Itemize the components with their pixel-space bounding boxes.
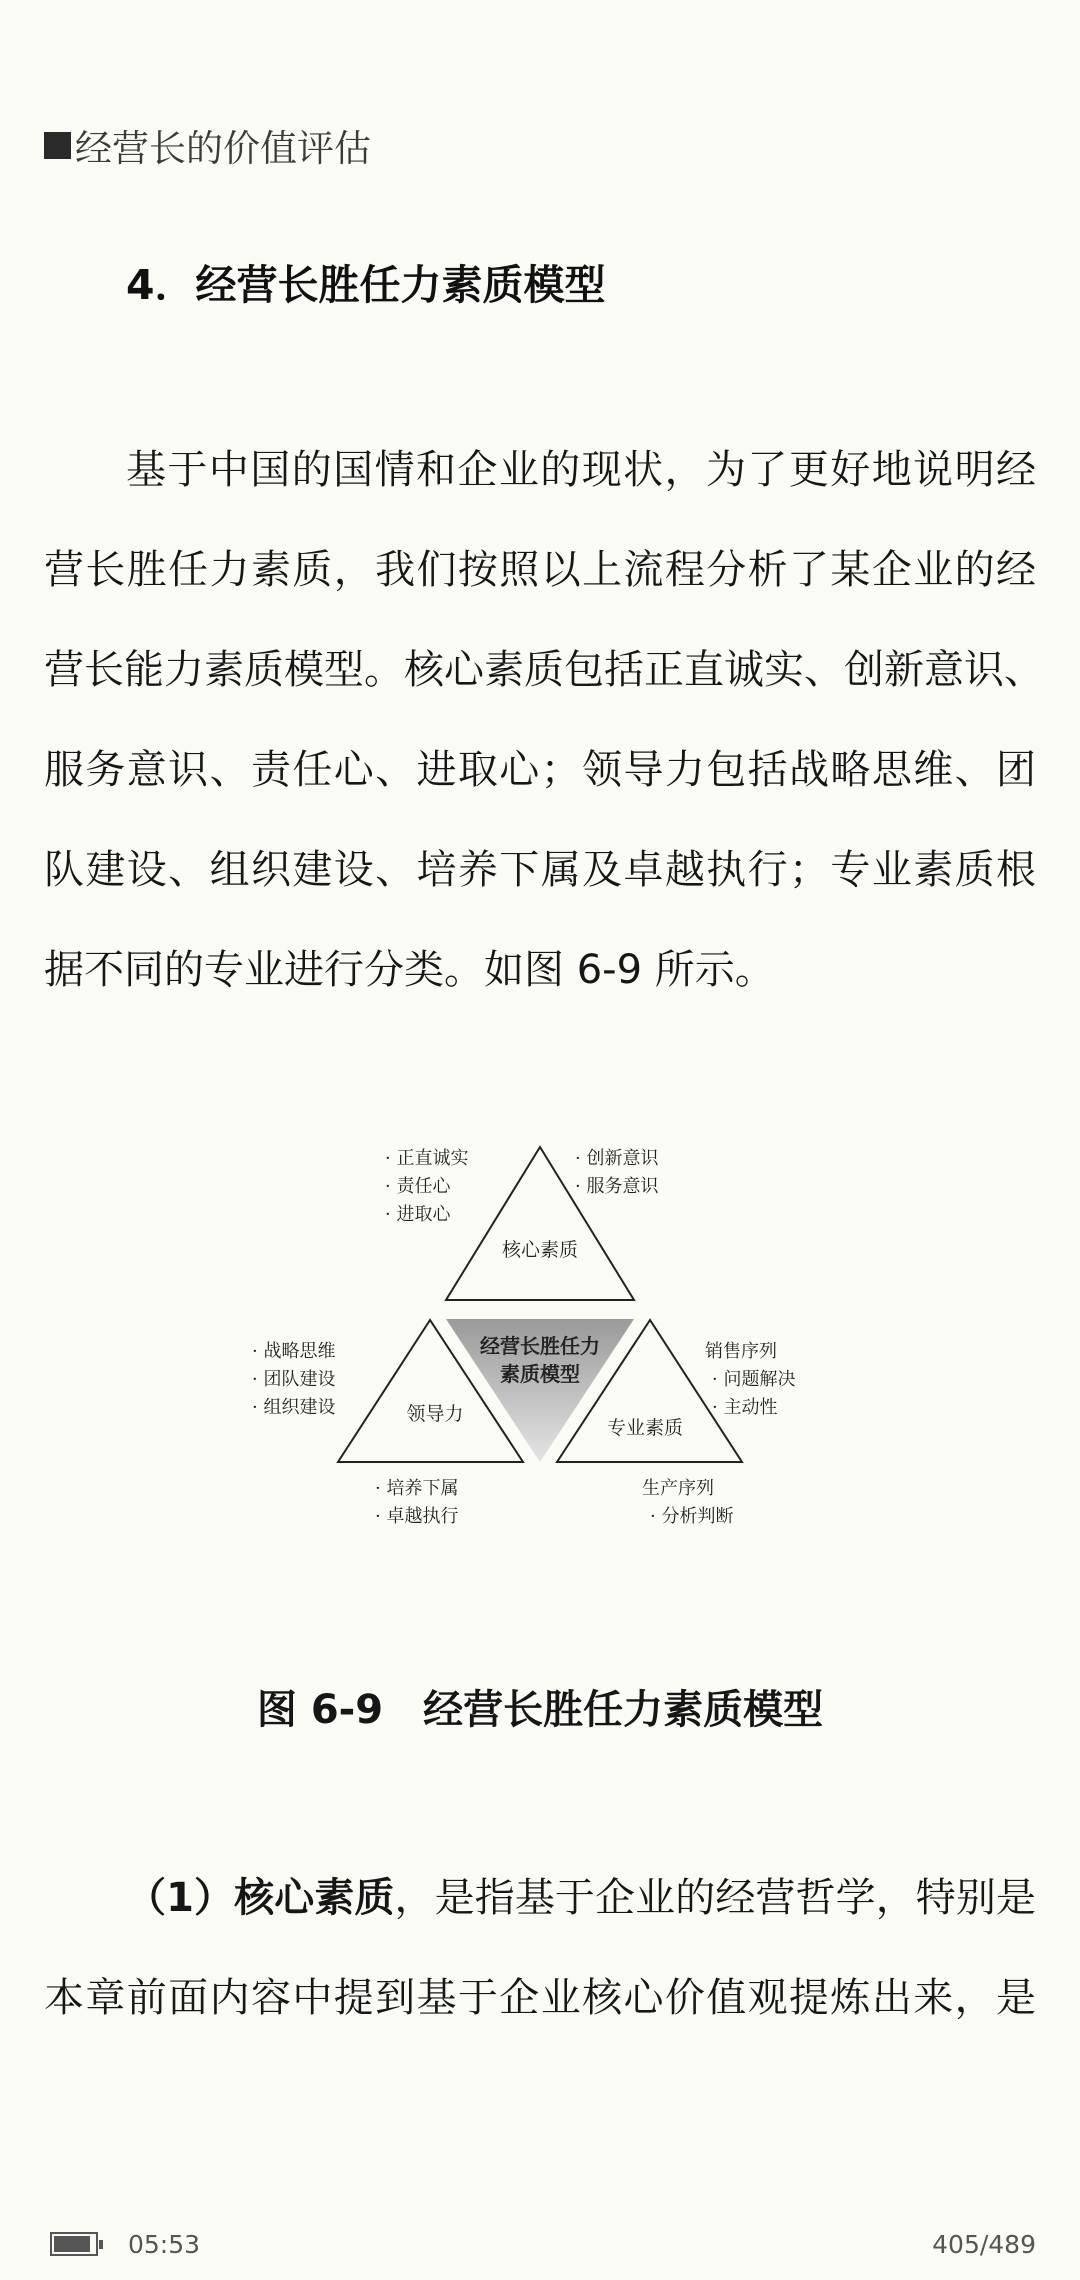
paragraph-line: 营长能力素质模型。核心素质包括正直诚实、创新意识、 [44, 647, 1044, 693]
sales-sequence-title: 销售序列 [705, 1341, 777, 1362]
core-left-item: · 进取心 [385, 1204, 451, 1225]
leadership-left-item: · 团队建设 [252, 1369, 336, 1390]
figure-caption-title: 经营长胜任力素质模型 [423, 1687, 824, 1733]
paragraph-lead-term: （1）核心素质 [126, 1875, 395, 1921]
paragraph-line: 队建设、组织建设、培养下属及卓越执行；专业素质根 [44, 847, 1036, 893]
paragraph-line: 据不同的专业进行分类。如图 6-9 所示。 [44, 947, 775, 993]
paragraph-line: 本章前面内容中提到基于企业核心价值观提炼出来，是 [44, 1975, 1036, 2021]
paragraph-line: 营长胜任力素质，我们按照以上流程分析了某企业的经 [44, 547, 1036, 593]
core-triangle [446, 1147, 634, 1300]
leadership-left-item: · 战略思维 [252, 1341, 336, 1362]
paragraph-line: 基于中国的国情和企业的现状，为了更好地说明经 [126, 447, 1036, 493]
reader-status-bar [0, 2222, 1080, 2272]
core-left-item: · 正直诚实 [385, 1148, 469, 1169]
paragraph-line-rest: ，是指基于企业的经营哲学，特别是 [394, 1875, 1037, 1921]
leadership-bottom-item: · 卓越执行 [375, 1506, 459, 1527]
core-label: 核心素质 [501, 1239, 579, 1261]
running-header-title: 经营长的价值评估 [75, 127, 371, 170]
core-left-item: · 责任心 [385, 1176, 451, 1197]
competency-model-figure [250, 1132, 832, 1552]
production-sequence-title: 生产序列 [642, 1478, 714, 1499]
running-header [44, 118, 371, 172]
figure-caption-number: 图 6-9 [256, 1687, 384, 1733]
competency-model-diagram [250, 1132, 832, 1552]
leadership-label: 领导力 [406, 1403, 464, 1425]
core-right-item: · 服务意识 [575, 1176, 659, 1197]
core-right-item: · 创新意识 [575, 1148, 659, 1169]
figure-caption [0, 1678, 1080, 1735]
leadership-left-item: · 组织建设 [252, 1397, 336, 1418]
center-label-line1: 经营长胜任力 [480, 1334, 600, 1358]
production-sequence-item: · 分析判断 [650, 1506, 734, 1527]
paragraph-line: 服务意识、责任心、进取心；领导力包括战略思维、团 [44, 747, 1036, 793]
professional-label: 专业素质 [606, 1417, 684, 1439]
leadership-bottom-item: · 培养下属 [375, 1478, 459, 1499]
battery-icon [50, 2232, 98, 2256]
header-square-icon [44, 132, 71, 159]
center-label-line2: 素质模型 [500, 1362, 580, 1386]
paragraph-line [126, 1868, 1036, 1928]
sales-sequence-item: · 主动性 [712, 1397, 778, 1418]
page-indicator: 405/489 [932, 2230, 1036, 2259]
battery-level-fill [54, 2236, 90, 2252]
clock-time: 05:53 [128, 2230, 201, 2259]
sales-sequence-item: · 问题解决 [712, 1369, 796, 1390]
section-title: 4．经营长胜任力素质模型 [126, 261, 606, 309]
